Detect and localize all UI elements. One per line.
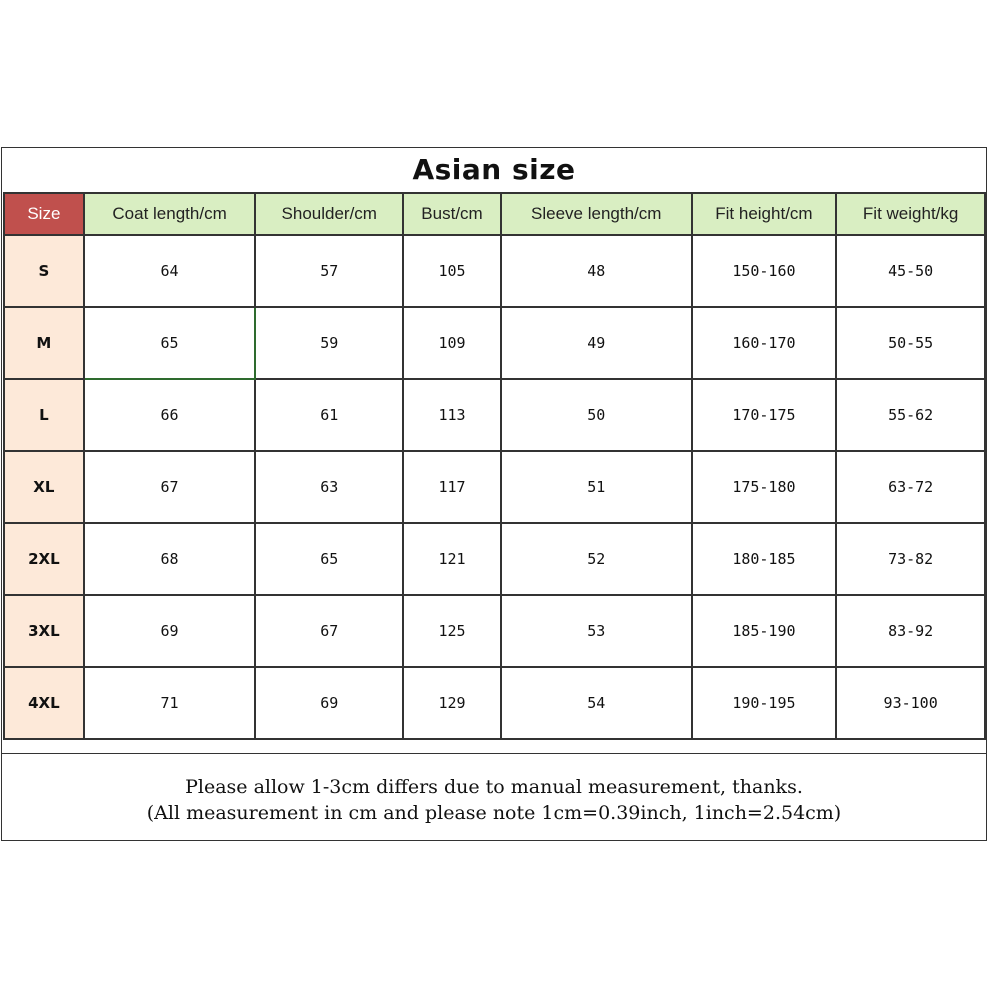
header-size: Size: [4, 193, 84, 235]
shoulder-cell: 67: [255, 595, 403, 667]
coat-length-cell: 67: [84, 451, 256, 523]
sleeve-length-cell: 50: [501, 379, 692, 451]
header-fit-weight: Fit weight/kg: [836, 193, 985, 235]
table-row: [4, 667, 985, 739]
fit-weight-cell: 50-55: [836, 307, 985, 379]
measurement-note: Please allow 1-3cm differs due to manual measurement, thanks.: [185, 776, 803, 798]
coat-length-cell: 68: [84, 523, 256, 595]
conversion-note: (All measurement in cm and please note 1cm=0.39inch, 1inch=2.54cm): [146, 802, 842, 824]
header-fit-height: Fit height/cm: [692, 193, 837, 235]
coat-length-cell: 66: [84, 379, 256, 451]
fit-height-cell: 175-180: [692, 451, 837, 523]
header-row: [4, 193, 985, 235]
fit-weight-cell: 73-82: [836, 523, 985, 595]
bust-cell: 109: [403, 307, 501, 379]
bust-cell: 125: [403, 595, 501, 667]
sleeve-length-cell: 51: [501, 451, 692, 523]
size-cell: 4XL: [4, 667, 84, 739]
coat-length-cell-selected[interactable]: 65: [84, 307, 256, 379]
sleeve-length-cell: 52: [501, 523, 692, 595]
fit-height-cell: 190-195: [692, 667, 837, 739]
shoulder-cell: 63: [255, 451, 403, 523]
sleeve-length-cell: 48: [501, 235, 692, 307]
fit-height-cell: 160-170: [692, 307, 837, 379]
table-row: [4, 451, 985, 523]
shoulder-cell: 65: [255, 523, 403, 595]
table-row: [4, 235, 985, 307]
coat-length-cell: 69: [84, 595, 256, 667]
size-cell: S: [4, 235, 84, 307]
shoulder-cell: 57: [255, 235, 403, 307]
shoulder-cell: 61: [255, 379, 403, 451]
shoulder-cell: 69: [255, 667, 403, 739]
size-cell: XL: [4, 451, 84, 523]
sleeve-length-cell: 49: [501, 307, 692, 379]
size-table: [3, 192, 986, 740]
bust-cell: 129: [403, 667, 501, 739]
sleeve-length-cell: 53: [501, 595, 692, 667]
fit-weight-cell: 55-62: [836, 379, 985, 451]
size-cell: M: [4, 307, 84, 379]
size-cell: 3XL: [4, 595, 84, 667]
bust-cell: 113: [403, 379, 501, 451]
fit-weight-cell: 83-92: [836, 595, 985, 667]
fit-weight-cell: 63-72: [836, 451, 985, 523]
header-coat-length: Coat length/cm: [84, 193, 256, 235]
header-bust: Bust/cm: [403, 193, 501, 235]
sleeve-length-cell: 54: [501, 667, 692, 739]
coat-length-cell: 71: [84, 667, 256, 739]
table-row: [4, 523, 985, 595]
coat-length-cell: 64: [84, 235, 256, 307]
shoulder-cell: 59: [255, 307, 403, 379]
header-sleeve-length: Sleeve length/cm: [501, 193, 692, 235]
bust-cell: 121: [403, 523, 501, 595]
bust-cell: 117: [403, 451, 501, 523]
size-cell: L: [4, 379, 84, 451]
bust-cell: 105: [403, 235, 501, 307]
table-row: [4, 595, 985, 667]
size-cell: 2XL: [4, 523, 84, 595]
notes: [2, 753, 986, 841]
chart-title: Asian size: [412, 153, 576, 186]
fit-height-cell: 150-160: [692, 235, 837, 307]
fit-height-cell: 170-175: [692, 379, 837, 451]
size-chart: [1, 147, 987, 841]
header-shoulder: Shoulder/cm: [255, 193, 403, 235]
table-row: [4, 307, 985, 379]
fit-height-cell: 185-190: [692, 595, 837, 667]
table-row: [4, 379, 985, 451]
fit-height-cell: 180-185: [692, 523, 837, 595]
fit-weight-cell: 45-50: [836, 235, 985, 307]
fit-weight-cell: 93-100: [836, 667, 985, 739]
